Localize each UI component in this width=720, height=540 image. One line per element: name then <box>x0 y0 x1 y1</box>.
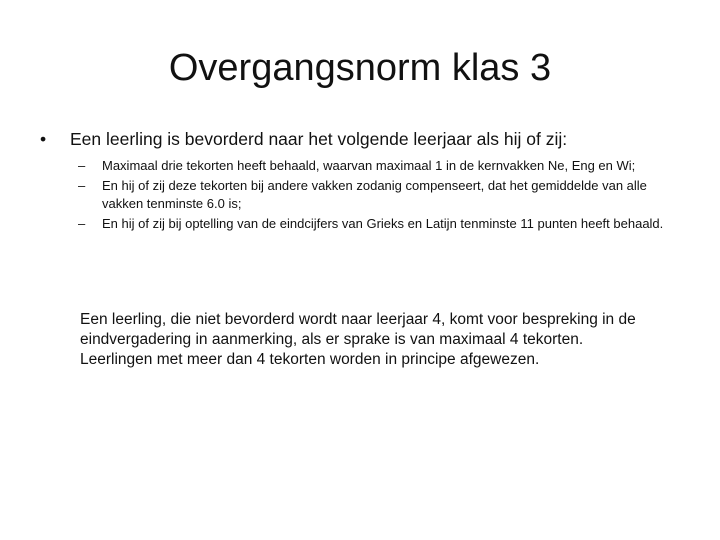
sub-bullet-item <box>78 215 698 233</box>
paragraph-line: eindvergadering in aanmerking, als er sprake is van maximaal 4 tekorten. <box>80 331 584 348</box>
sub-bullet-item <box>78 177 698 213</box>
paragraph-line: Een leerling, die niet bevorderd wordt naar leerjaar 4, komt voor bespreking in de <box>80 311 636 328</box>
sub-bullet-list <box>78 157 698 235</box>
dash-mark: – <box>78 216 86 231</box>
main-bullet-text: Een leerling is bevorderd naar het volgende leerjaar als hij of zij: <box>70 129 568 149</box>
slide-title: Overgangsnorm klas 3 <box>168 47 552 89</box>
sub-bullet-item <box>78 157 698 175</box>
bullet-mark: • <box>40 129 47 149</box>
sub-bullet-text: Maximaal drie tekorten heeft behaald, waarvan maximaal 1 in de kernvakken Ne, Eng en Wi; <box>102 158 636 173</box>
dash-mark: – <box>78 178 86 193</box>
sub-bullet-text: En hij of zij deze tekorten bij andere vakken zodanig compenseert, dat het gemiddelde van alle vakken tenminste 6.0 is; <box>102 178 647 211</box>
paragraph-line: Leerlingen met meer dan 4 tekorten worden in principe afgewezen. <box>80 351 540 368</box>
sub-bullet-text: En hij of zij bij optelling van de eindcijfers van Grieks en Latijn tenminste 11 punten heeft behaald. <box>102 216 664 231</box>
closing-paragraph <box>80 310 700 370</box>
dash-mark: – <box>78 158 86 173</box>
